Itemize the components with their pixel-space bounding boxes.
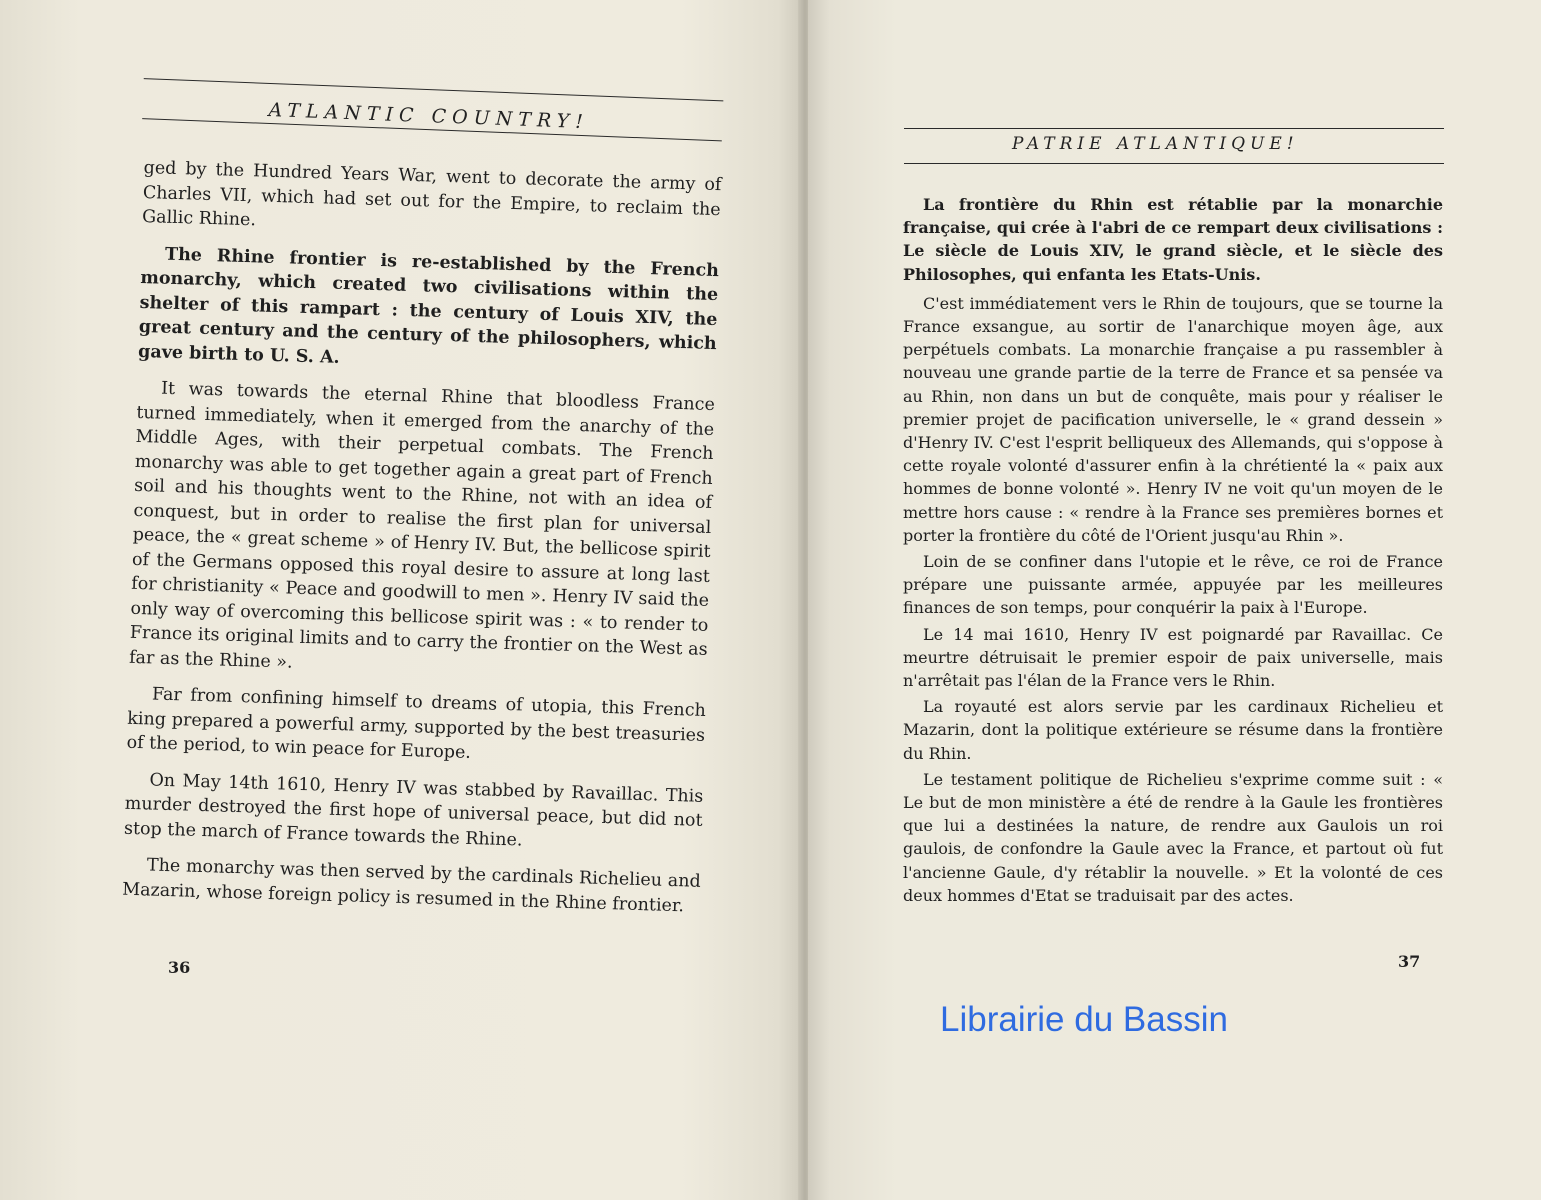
paragraph: The monarchy was then served by the cardinals Richelieu and Mazarin, whose foreign policy is resumed in the Rhine frontier. xyxy=(121,855,702,916)
header-top-rule xyxy=(144,78,724,101)
running-head-right: PATRIE ATLANTIQUE! xyxy=(1012,134,1299,154)
paragraph: C'est immédiatement vers le Rhin de toujours, que se tourne la France exsangue, au sortir de l'anarchique moyen âge, aux perpétuels combats. La monarchie française a pu rassembler à nouveau une grande partie de la terre de France et sa pensée va au Rhin, non dans un but de conquête, mais pour y réaliser le premier projet de pacification universelle, le « grand dessein » d'Henry IV. C'est l'esprit belliqueux des Allemands, qui s'oppose à cette royale volonté d'assurer enfin à la chrétienté la « paix aux hommes de bonne volonté ». Henry IV ne voit qu'un moyen de le mettre hors cause : « rendre à la France ses premières bornes et porter la frontière du côté de l'Orient jusqu'au Rhin ». xyxy=(903,293,1443,545)
paragraph: La royauté est alors servie par les cardinaux Richelieu et Mazarin, dont la politique extérieure se résume dans la frontière du Rhin. xyxy=(903,697,1443,763)
header-top-rule xyxy=(904,128,1444,129)
running-head-left: ATLANTIC COUNTRY! xyxy=(268,98,590,134)
left-page-body xyxy=(122,156,722,931)
paragraph-bold: La frontière du Rhin est rétablie par la monarchie française, qui crée à l'abri de ce rempart deux civilisations : Le siècle de Louis XIV, le grand siècle, et le siècle des Philosophes, qui enfanta les Etats-Unis. xyxy=(903,195,1443,284)
paragraph: Far from confining himself to dreams of utopia, this French king prepared a powerful army, supported by the best treasuries of the period, to win peace for Europe. xyxy=(126,684,707,763)
watermark: Librairie du Bassin xyxy=(940,1000,1228,1039)
right-page-body xyxy=(903,193,1443,910)
paragraph: ged by the Hundred Years War, went to decorate the army of Charles VII, which had set out for the Empire, to reclaim the Gallic Rhine. xyxy=(141,157,722,231)
page-number-right: 37 xyxy=(1398,952,1421,971)
paragraph-bold: The Rhine frontier is re-established by the French monarchy, which created two civilisations within the shelter of this rampart : the century of Louis XIV, the great century and the century of the philosophers, which gave birth to U. S. A. xyxy=(137,244,720,368)
paragraph: Le testament politique de Richelieu s'exprime comme suit : « Le but de mon ministère a été de rendre à la Gaule les frontières que lui a destinées la nature, de rendre aux Gaulois un roi gaulois, de confondre la Gaule avec la France, et partout où fut l'ancienne Gaule, d'y rétablir la nouvelle. » Et la volonté de ces deux hommes d'Etat se traduisait par des actes. xyxy=(903,769,1443,905)
header-bottom-rule xyxy=(904,163,1444,164)
paragraph: It was towards the eternal Rhine that bloodless France turned immediately, when it emerged from the anarchy of the Middle Ages, with their perpetual combats. The French monarchy was able to get together again a great part of French soil and his thoughts went to the Rhine, not with an idea of conquest, but in order to realise the first plan for universal peace, the « great scheme » of Henry IV. But, the bellicose spirit of the Germans opposed this royal desire to assure at long last for christianity « Peace and goodwill to men ». Henry IV said the only way of overcoming this bellicose spirit was : « to render to France its original limits and to carry the frontier on the West as far as the Rhine ». xyxy=(128,378,716,673)
paragraph: Loin de se confiner dans l'utopie et le rêve, ce roi de France prépare une puissante armée, appuyée par les meilleures finances de son temps, pour conquérir la paix à l'Europe. xyxy=(903,552,1443,618)
paragraph: On May 14th 1610, Henry IV was stabbed by Ravaillac. This murder destroyed the first hope of universal peace, but did not stop the march of France towards the Rhine. xyxy=(123,769,704,851)
paragraph: Le 14 mai 1610, Henry IV est poignardé par Ravaillac. Ce meurtre détruisait le premier espoir de paix universelle, mais n'arrêtait pas l'élan de la France vers le Rhin. xyxy=(903,624,1443,691)
page-number-left: 36 xyxy=(168,958,191,977)
